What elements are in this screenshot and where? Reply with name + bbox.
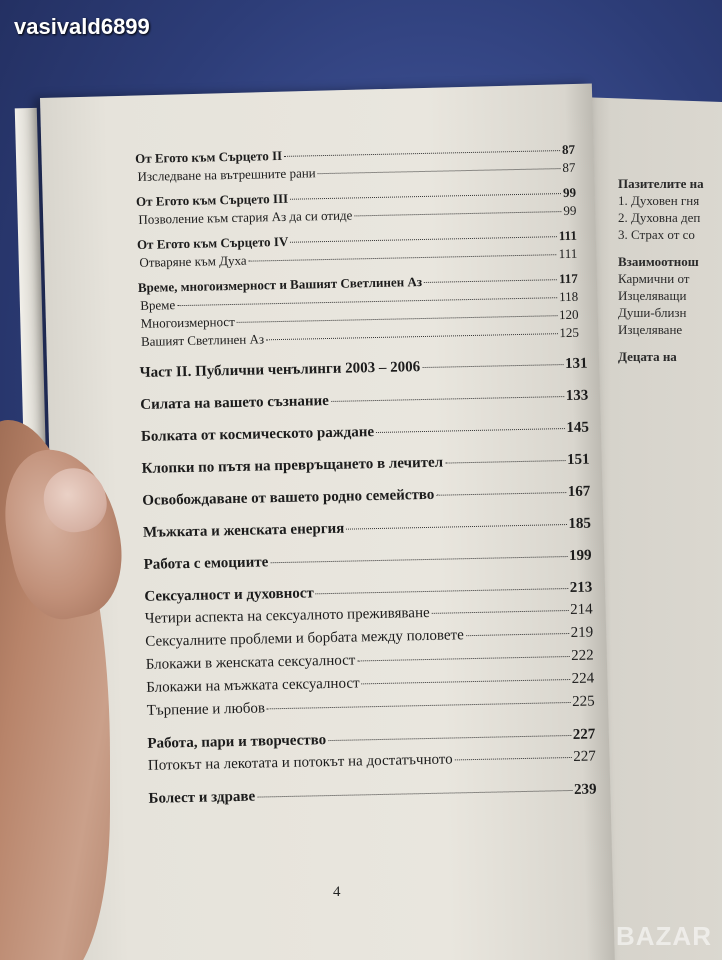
- toc-entry-page: 120: [558, 306, 579, 323]
- toc-entry-title: Работа с емоциите: [143, 554, 269, 573]
- toc-dot-leader: [354, 211, 561, 216]
- toc-dot-leader: [249, 254, 557, 261]
- toc-dot-leader: [328, 735, 571, 741]
- toc-entry-title: От Егото към Сърцето II: [135, 147, 283, 166]
- toc-dot-leader: [376, 428, 564, 433]
- right-page-line: Души-близн: [618, 305, 687, 320]
- toc-entry-title: Четири аспекта на сексуалното преживяване: [144, 604, 430, 627]
- toc-entry-title: Блокажи на мъжката сексуалност: [146, 675, 360, 696]
- toc-entry-page: 199: [568, 547, 592, 564]
- toc-entry-page: 131: [564, 355, 588, 373]
- toc-entry-title: Позволение към стария Аз да си отиде: [138, 207, 353, 227]
- toc-entry-page: 214: [570, 601, 593, 618]
- toc-entry-title: Време, многоизмерност и Вашият Светлинен Аз: [137, 274, 423, 295]
- toc-entry-title: Болката от космическото раждане: [140, 424, 375, 445]
- right-page-line: Изцеляващи: [618, 288, 687, 303]
- bazar-logo: BAZAR: [616, 921, 712, 951]
- toc-entry: [143, 546, 591, 575]
- right-page-line: Взаимоотнош: [618, 254, 699, 269]
- table-of-contents: [135, 141, 597, 809]
- toc-entry-title: Сексуалните проблеми и борбата между половете: [145, 627, 464, 650]
- toc-dot-leader: [318, 168, 561, 174]
- toc-entry: [141, 450, 589, 479]
- toc-entry-page: 227: [572, 726, 596, 743]
- toc-entry: [140, 386, 588, 415]
- toc-dot-leader: [237, 315, 557, 323]
- toc-entry-title: От Егото към Сърцето IV: [136, 233, 289, 252]
- toc-entry: [139, 354, 587, 383]
- toc-entry-title: От Егото към Сърцето III: [135, 190, 289, 209]
- toc-dot-leader: [357, 656, 569, 661]
- toc-entry-page: 224: [571, 670, 595, 687]
- toc-entry-page: 145: [566, 419, 590, 437]
- toc-entry-page: 151: [566, 451, 590, 469]
- toc-entry-page: 167: [567, 483, 591, 501]
- toc-entry-title: Вашият Светлинен Аз: [140, 331, 265, 349]
- toc-dot-leader: [436, 492, 565, 496]
- right-page-line: Изцеляване: [618, 322, 683, 337]
- toc-entry-page: 225: [571, 693, 595, 710]
- page-number: 4: [333, 884, 341, 900]
- right-page-line: 3. Страх от со: [618, 227, 695, 242]
- toc-entry-page: 99: [562, 184, 577, 201]
- toc-entry-title: Клопки по пътя на превръщането в лечител: [141, 454, 444, 477]
- toc-entry-page: 222: [571, 647, 594, 664]
- toc-dot-leader: [466, 633, 569, 636]
- toc-entry-title: Силата на вашето съзнание: [140, 392, 330, 413]
- toc-dot-leader: [266, 333, 557, 340]
- toc-entry-page: 213: [569, 579, 593, 596]
- toc-entry-title: Част II. Публични ченълинги 2003 – 2006: [139, 359, 421, 381]
- toc-dot-leader: [346, 524, 566, 530]
- toc-entry-title: Време: [140, 297, 176, 313]
- toc-dot-leader: [270, 556, 567, 563]
- toc-entry-title: Сексуалност и духовност: [144, 585, 314, 605]
- toc-dot-leader: [422, 364, 563, 368]
- toc-entry-page: 227: [573, 748, 596, 765]
- toc-entry-page: 87: [561, 141, 576, 158]
- toc-dot-leader: [455, 757, 572, 760]
- toc-entry-page: 219: [570, 624, 594, 641]
- toc-entry-page: 118: [558, 288, 579, 305]
- toc-entry-title: Работа, пари и творчество: [147, 732, 327, 752]
- toc-entry-title: Потокът на лекотата и потокът на достатъчното: [147, 751, 453, 774]
- right-page-line: 2. Духовна деп: [618, 210, 701, 225]
- toc-entry-title: Многоизмерност: [140, 313, 235, 331]
- toc-entry-title: Търпение и любов: [146, 700, 266, 719]
- toc-entry-title: Мъжката и женската енергия: [142, 520, 345, 541]
- toc-entry-page: 133: [565, 387, 589, 405]
- toc-entry-title: Отваряне към Духа: [139, 252, 247, 270]
- right-page-line: Децата на: [618, 349, 677, 364]
- toc-dot-leader: [290, 193, 561, 200]
- toc-entry-page: 125: [559, 324, 580, 341]
- toc-dot-leader: [445, 460, 565, 464]
- toc-entry-page: 185: [568, 515, 592, 533]
- toc-entry-page: 87: [562, 159, 576, 176]
- toc-dot-leader: [432, 610, 569, 614]
- toc-dot-leader: [316, 588, 568, 594]
- right-page-text: [618, 165, 722, 365]
- seller-watermark: vasivald6899: [14, 14, 150, 39]
- toc-dot-leader: [284, 150, 560, 157]
- toc-entry-title: Изследване на вътрешните рани: [137, 165, 316, 184]
- toc-entry-title: Болест и здраве: [148, 788, 256, 807]
- toc-entry-title: Освобождаване от вашето родно семейство: [142, 486, 435, 509]
- toc-entry: [141, 418, 589, 447]
- toc-dot-leader: [362, 679, 570, 684]
- toc-entry-page: 239: [573, 781, 597, 798]
- right-page-line: Кармични от: [618, 271, 690, 286]
- toc-entry-page: 117: [558, 270, 578, 287]
- right-page-line: 1. Духовен гня: [618, 193, 700, 208]
- toc-dot-leader: [331, 396, 564, 402]
- toc-entry: [143, 514, 591, 543]
- toc-dot-leader: [177, 297, 557, 306]
- right-page-line: Пазителите на: [618, 176, 704, 191]
- toc-entry-page: 111: [558, 245, 578, 262]
- toc-dot-leader: [267, 702, 570, 709]
- toc-dot-leader: [257, 790, 572, 798]
- toc-entry-page: 99: [563, 202, 577, 219]
- toc-entry: [142, 482, 590, 511]
- toc-entry-page: 111: [558, 227, 578, 244]
- toc-dot-leader: [290, 236, 557, 243]
- toc-entry-title: Блокажи в женската сексуалност: [145, 652, 356, 673]
- toc-dot-leader: [424, 279, 557, 283]
